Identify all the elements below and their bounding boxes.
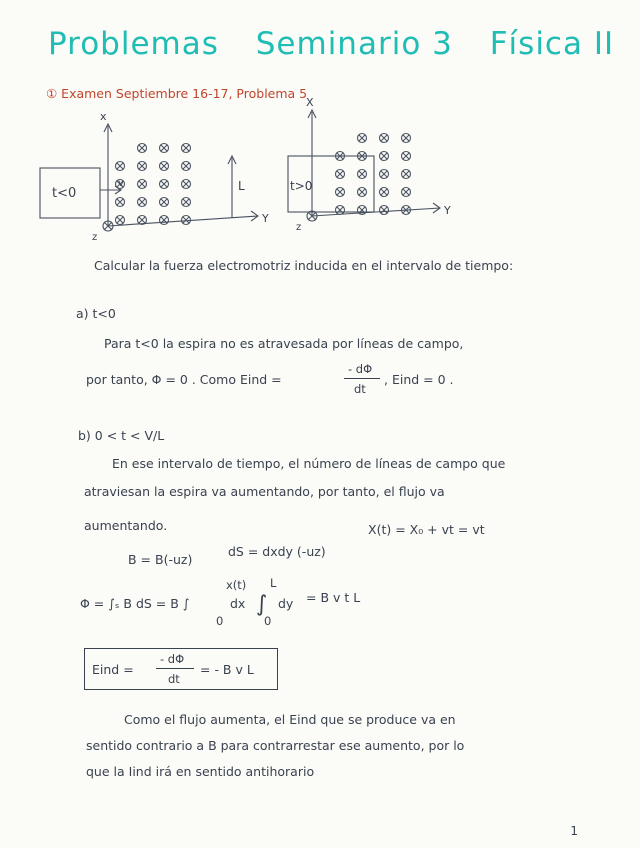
int1-var: dx [230,596,246,611]
conclusion-line3: que la Iind irá en sentido antihorario [86,764,315,779]
part-b-line2: atraviesan la espira va aumentando, por tanto, el flujo va [84,484,445,499]
int1-lower: 0 [216,614,224,628]
field-into-page-icon [182,198,191,207]
field-into-page-icon [380,134,389,143]
field-into-page-icon [116,198,125,207]
field-into-page-icon [160,198,169,207]
field-into-page-icon [182,162,191,171]
field-into-page-icon [336,206,345,215]
field-into-page-icon [380,188,389,197]
right-field-crosses [336,134,411,215]
right-loop-label: t>0 [290,179,313,193]
right-axis-x-label: X [306,96,314,109]
field-into-page-icon [380,170,389,179]
field-vector-eq: B = B(-uz) [128,552,193,567]
field-into-page-icon [380,206,389,215]
surface-element-eq: dS = dxdy (-uz) [228,544,326,559]
field-into-page-icon [116,162,125,171]
part-b-heading: b) 0 < t < V/L [78,428,165,443]
field-into-page-icon [182,216,191,225]
conclusion-line2: sentido contrario a B para contrarrestar ese aumento, por lo [86,738,465,753]
field-into-page-icon [138,180,147,189]
field-into-page-icon [380,152,389,161]
right-diagram [288,110,440,221]
eind-den: dt [168,672,180,686]
left-loop-label: t<0 [52,186,77,201]
part-a-line2a: por tanto, Φ = 0 . Como Eind = [86,372,282,387]
field-into-page-icon [358,134,367,143]
int2-lower: 0 [264,614,272,628]
eind-rhs: = - B v L [200,662,254,677]
left-field-crosses [116,144,191,225]
position-equation: X(t) = X₀ + vt = vt [368,522,485,537]
field-into-page-icon [182,180,191,189]
title-seminario: Seminario 3 [255,26,453,62]
field-into-page-icon [336,188,345,197]
field-into-page-icon [402,188,411,197]
field-into-page-icon [402,134,411,143]
field-into-page-icon [138,162,147,171]
field-into-page-icon [138,198,147,207]
part-a-line2b: , Eind = 0 . [384,372,454,387]
field-into-page-icon [182,144,191,153]
eind-lhs: Eind = [92,662,134,677]
part-b-line3: aumentando. [84,518,168,533]
int1-upper: x(t) [226,578,247,592]
int2-upper: L [270,576,277,590]
field-into-page-icon [358,170,367,179]
flux-integral-lhs: Φ = ∫ₛ B dS = B ∫ [80,596,190,611]
part-a-frac-bar [344,378,380,379]
left-v-label: v [118,178,124,189]
field-into-page-icon [402,170,411,179]
part-a-line1: Para t<0 la espira no es atravesada por líneas de campo, [104,336,464,351]
field-into-page-icon [336,170,345,179]
right-axis-z-label: z [296,222,302,233]
field-into-page-icon [116,216,125,225]
title-problemas: Problemas [48,26,219,62]
intro-line: Calcular la fuerza electromotriz inducida en el intervalo de tiempo: [94,258,514,273]
page-number: 1 [570,824,578,838]
left-axis-x-label: x [100,110,107,123]
field-into-page-icon [138,144,147,153]
left-diagram [40,124,258,231]
left-axis-z-label: z [92,232,98,243]
field-into-page-icon [160,180,169,189]
field-into-page-icon [358,188,367,197]
left-axis-y-label: Y [262,212,269,225]
right-axis-y-label: Y [444,204,451,217]
field-into-page-icon [160,162,169,171]
field-diagrams [0,0,600,250]
title-fisica: Física II [489,26,615,62]
conclusion-line1: Como el flujo aumenta, el Eind que se produce va en [124,712,456,727]
exam-reference: ① Examen Septiembre 16-17, Problema 5 [46,86,308,101]
part-b-line1: En ese intervalo de tiempo, el número de líneas de campo que [112,456,506,471]
part-a-frac-num: - dΦ [348,362,373,376]
eind-num: - dΦ [160,652,185,666]
part-a-frac-den: dt [354,382,366,396]
int2-sign: ∫ [256,592,268,617]
eind-frac-bar [156,668,194,669]
field-into-page-icon [160,216,169,225]
part-a-heading: a) t<0 [76,306,116,321]
field-into-page-icon [160,144,169,153]
left-L-label: L [238,179,245,193]
field-into-page-icon [138,216,147,225]
field-into-page-icon [402,152,411,161]
flux-result: = B v t L [306,590,361,605]
int2-var: dy [278,596,294,611]
